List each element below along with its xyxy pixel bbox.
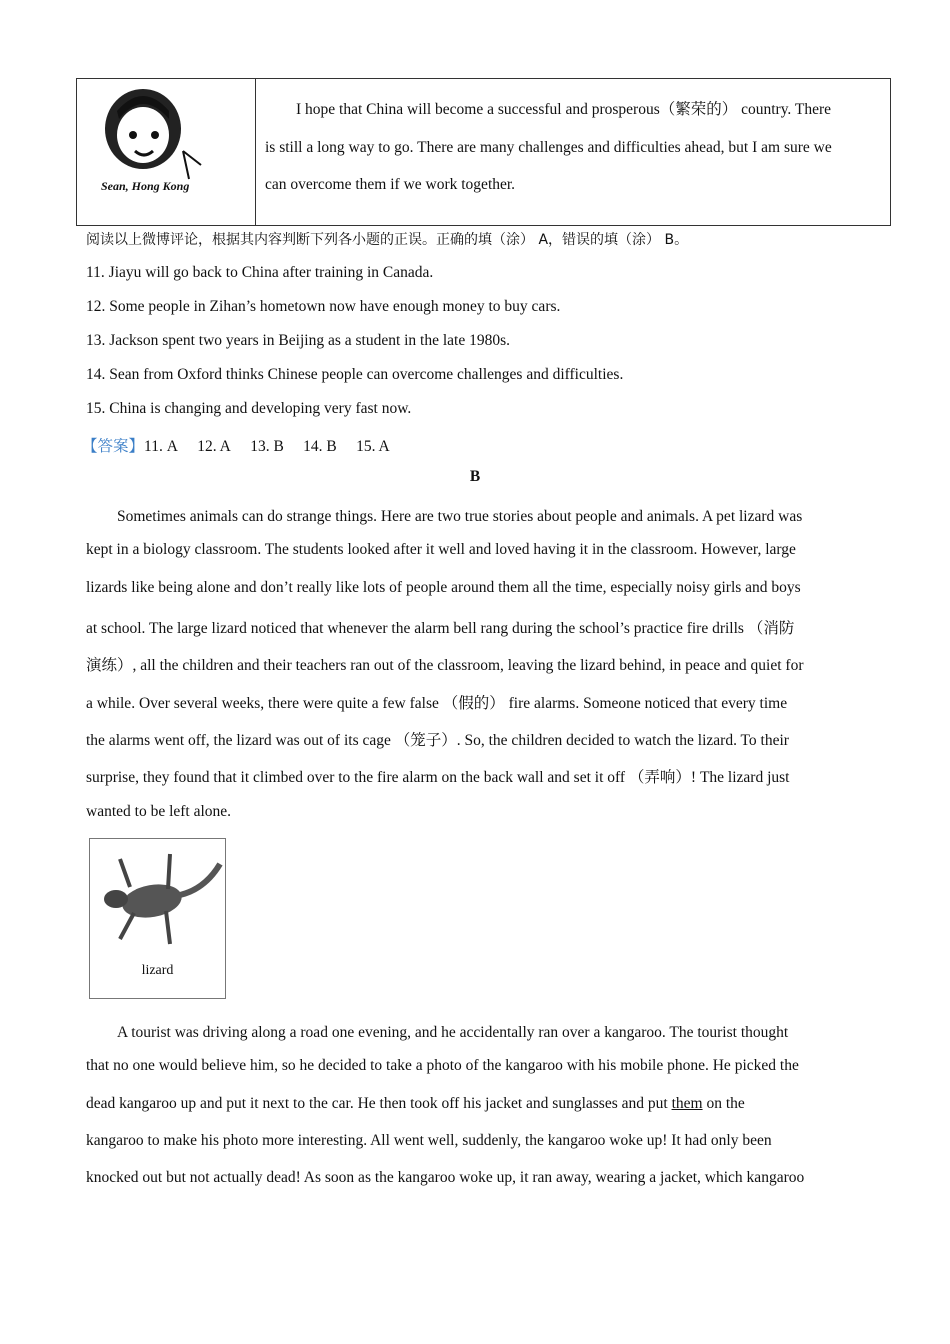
question-13: 13. Jackson spent two years in Beijing as a student in the late 1980s. xyxy=(86,332,511,349)
text-line: wanted to be left alone. xyxy=(86,803,232,820)
text-line: Sometimes animals can do strange things. Here are two true stories about people and animals. A pet lizard was xyxy=(86,508,803,525)
question-15: 15. China is changing and developing very fast now. xyxy=(86,400,412,417)
avatar xyxy=(77,79,256,225)
text-line: surprise, they found that it climbed over to the fire alarm on the back wall and set it off （弄响）! The lizard just xyxy=(86,769,790,786)
comment-line: can overcome them if we work together. xyxy=(265,176,516,193)
text-line: that no one would believe him, so he decided to take a photo of the kangaroo with his mobile phone. He picked the xyxy=(86,1057,799,1074)
text-line: lizards like being alone and don’t really like lots of people around them all the time, especially noisy girls and boys xyxy=(86,579,801,596)
text-line: the alarms went off, the lizard was out of its cage （笼子）. So, the children decided to watch the lizard. To their xyxy=(86,732,789,749)
text-line xyxy=(86,1095,745,1113)
answer-text: 11. A 12. A 13. B 14. B 15. A xyxy=(144,438,390,455)
comment-line: I hope that China will become a successful and prosperous（繁荣的） country. There xyxy=(265,101,832,118)
lizard-image xyxy=(89,838,226,999)
answer-line xyxy=(82,434,390,456)
instruction: 阅读以上微博评论，根据其内容判断下列各小题的正误。正确的填（涂） A，错误的填（涂） B。 xyxy=(86,232,689,248)
text-segment: dead kangaroo up and put it next to the car. He then took off his jacket and sunglasses and put xyxy=(86,1095,672,1112)
text-line: 演练）, all the children and their teachers ran out of the classroom, leaving the lizard behind, in peace and quiet for xyxy=(86,657,804,674)
text-line: knocked out but not actually dead! As soon as the kangaroo woke up, it ran away, wearing a jacket, which kangaroo xyxy=(86,1169,805,1186)
lizard-drawing-icon xyxy=(90,839,225,964)
question-14: 14. Sean from Oxford thinks Chinese people can overcome challenges and difficulties. xyxy=(86,366,624,383)
question-12: 12. Some people in Zihan’s hometown now have enough money to buy cars. xyxy=(86,298,561,315)
comment-line: is still a long way to go. There are many challenges and difficulties ahead, but I am sure we xyxy=(265,138,832,156)
text-line: kept in a biology classroom. The students looked after it well and loved having it in the classroom. However, large xyxy=(86,541,796,558)
text-line: a while. Over several weeks, there were quite a few false （假的） fire alarms. Someone noticed that every time xyxy=(86,695,788,712)
text-segment: on the xyxy=(702,1095,745,1112)
avatar-caption: Sean, Hong Kong xyxy=(101,179,190,193)
text-line: A tourist was driving along a road one evening, and he accidentally ran over a kangaroo. The tourist thought xyxy=(86,1024,789,1041)
section-heading: B xyxy=(469,468,481,485)
underlined-word: them xyxy=(671,1095,703,1112)
answer-label: 【答案】 xyxy=(82,438,145,455)
text-line: at school. The large lizard noticed that whenever the alarm bell rang during the school’s practice fire drills （消防 xyxy=(86,620,795,637)
avatar-drawing-icon xyxy=(77,79,255,225)
text-line: kangaroo to make his photo more interesting. All went well, suddenly, the kangaroo woke up! It had only been xyxy=(86,1132,772,1149)
comment-text xyxy=(256,79,890,225)
question-11: 11. Jiayu will go back to China after training in Canada. xyxy=(86,264,434,281)
comment-table xyxy=(76,78,891,226)
image-caption: lizard xyxy=(141,963,174,978)
